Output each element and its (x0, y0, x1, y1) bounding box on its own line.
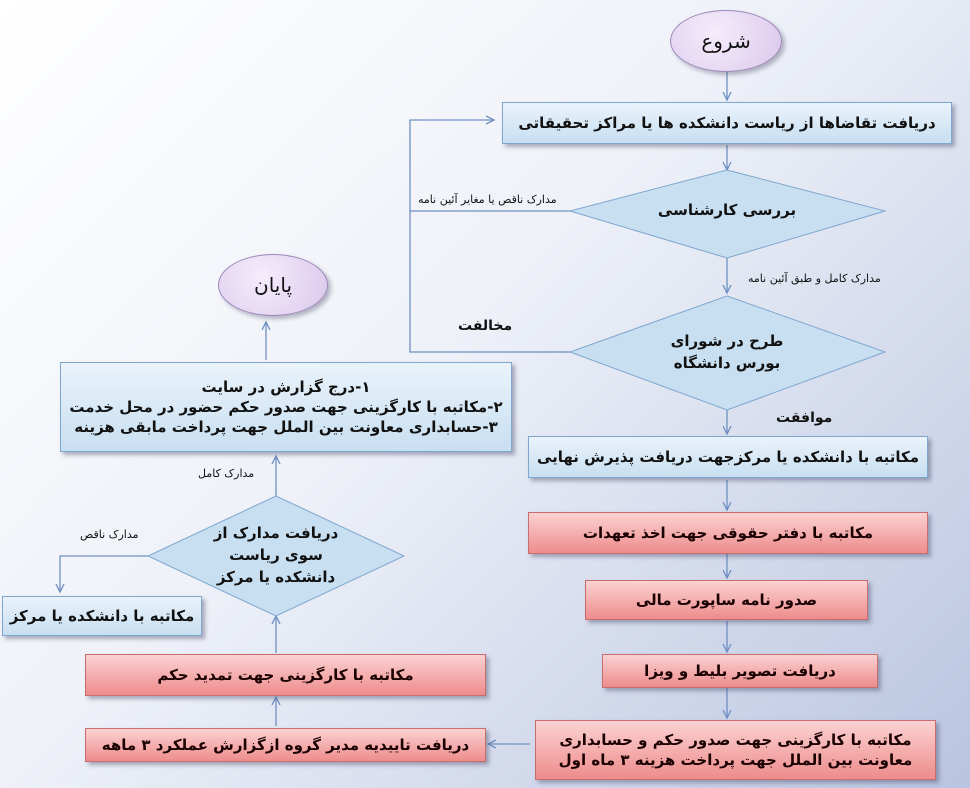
council-line-1: طرح در شورای (670, 332, 784, 351)
connector-docs-incomplete (60, 556, 148, 592)
docs-line-1: دریافت مدارک از (213, 524, 339, 543)
label-complete-docs-rules: مدارک کامل و طبق آئین نامه (748, 272, 881, 285)
council-label (620, 330, 834, 376)
ticket-visa-label: دریافت تصویر بلیط و ویزا (644, 661, 836, 680)
support-letter-label: صدور نامه ساپورت مالی (635, 590, 818, 609)
ticket-visa-box (602, 654, 878, 688)
extend-order-box (85, 654, 486, 696)
receive-requests-label: دریافت تقاضاها از ریاست دانشکده ها یا مراکز تحقیقاتی (518, 113, 936, 132)
correspond-faculty-label: مکاتبه با دانشکده یا مرکز (9, 606, 195, 625)
start-oval (670, 10, 782, 72)
label-complete-docs: مدارک کامل (198, 467, 255, 480)
start-label: شروع (701, 28, 751, 53)
legal-office-box (528, 512, 928, 554)
final-steps-box (60, 362, 512, 452)
label-approval: موافقت (776, 410, 833, 426)
label-rejection: مخالفت (458, 318, 513, 334)
hr-accounting-line-2: معاونت بین الملل جهت پرداخت هزینه ۳ ماه اول (558, 751, 913, 769)
label-incomplete-docs-rules: مدارک ناقص یا مغایر آئین نامه (418, 193, 557, 206)
final-acceptance-label: مکاتبه با دانشکده یا مرکزجهت دریافت پذیرش نهایی (536, 447, 920, 466)
expert-review-text: بررسی کارشناسی (657, 201, 797, 220)
docs-line-3: دانشکده یا مرکز (216, 567, 336, 586)
support-letter-box (585, 580, 868, 620)
docs-line-2: سوی ریاست (229, 546, 323, 565)
label-incomplete-docs: مدارک ناقص (80, 528, 139, 541)
final-step-1: ۱-درج گزارش در سایت (201, 377, 371, 396)
receive-requests-box (502, 102, 952, 144)
extend-order-label: مکاتبه با کارگزینی جهت تمدید حکم (157, 665, 414, 684)
docs-decision-label (190, 518, 362, 594)
end-oval (218, 254, 328, 316)
final-acceptance-box (528, 436, 928, 478)
correspond-faculty-box (2, 596, 202, 636)
hr-accounting-box (535, 720, 936, 780)
legal-office-label: مکاتبه با دفتر حقوقی جهت اخذ تعهدات (582, 523, 874, 542)
hr-accounting-line-1: مکاتبه با کارگزینی جهت صدور حکم و حسابداری (559, 730, 912, 749)
final-step-2: ۲-مکاتبه با کارگزینی جهت صدور حکم حضور در محل خدمت (69, 397, 503, 416)
group-approval-box (85, 728, 486, 762)
final-step-3: ۳-حسابداری معاونت بین الملل جهت پرداخت مابقی هزینه (74, 418, 498, 437)
group-approval-label: دریافت تاییدیه مدیر گروه ازگزارش عملکرد ۳ ماهه (101, 735, 470, 754)
end-label: پایان (254, 272, 293, 297)
council-line-2: بورس دانشگاه (673, 354, 781, 372)
expert-review-label (620, 195, 834, 227)
